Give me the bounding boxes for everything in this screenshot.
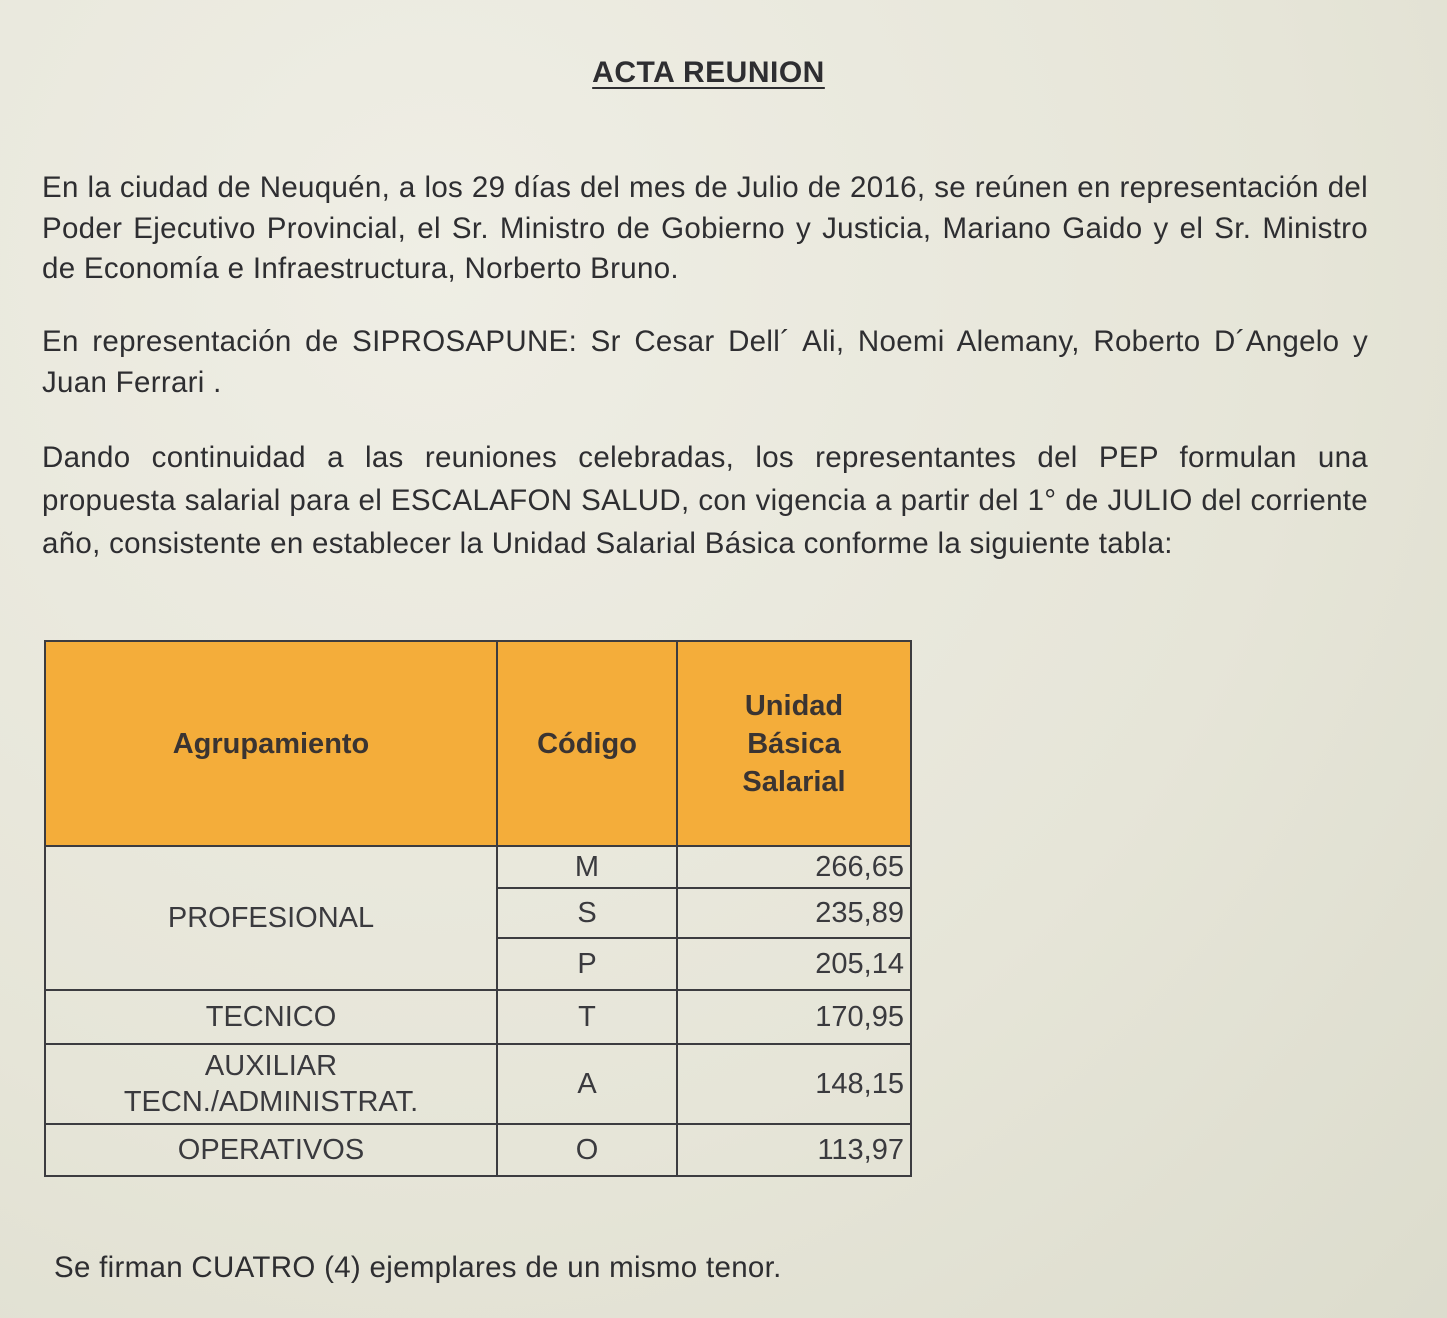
group-auxiliar-line1: AUXILIAR bbox=[204, 1050, 338, 1082]
salary-table bbox=[44, 640, 912, 1177]
code-cell: O bbox=[497, 1124, 677, 1176]
group-auxiliar-line2: TECN./ADMINISTRAT. bbox=[123, 1086, 419, 1118]
closing-statement: Se firman CUATRO (4) ejemplares de un mismo tenor. bbox=[54, 1251, 782, 1284]
table-row bbox=[45, 990, 911, 1044]
value-cell: 170,95 bbox=[677, 990, 911, 1044]
code-cell: S bbox=[497, 888, 677, 938]
paragraph-union-representatives: En representación de SIPROSAPUNE: Sr Cesar Dell´ Ali, Noemi Alemany, Roberto D´Angelo y Juan Ferrari . bbox=[42, 325, 1368, 399]
group-tecnico: TECNICO bbox=[45, 990, 497, 1044]
code-cell: T bbox=[497, 990, 677, 1044]
code-cell: M bbox=[497, 846, 677, 888]
value-cell: 113,97 bbox=[677, 1124, 911, 1176]
header-agrupamiento: Agrupamiento bbox=[45, 641, 497, 846]
group-operativos: OPERATIVOS bbox=[45, 1124, 497, 1176]
header-value-line1: Unidad bbox=[744, 689, 844, 722]
header-value-line2: Básica bbox=[747, 727, 841, 760]
value-cell: 205,14 bbox=[677, 938, 911, 990]
paragraph-salary-proposal: Dando continuidad a las reuniones celebradas, los representantes del PEP formulan una propuesta salarial para el ESCALAFON SALUD, con vigencia a partir del 1° de JULIO del corriente año, consistente en establecer la Unidad Salarial Básica conforme la siguiente tabla: bbox=[42, 441, 1368, 560]
group-profesional: PROFESIONAL bbox=[45, 846, 497, 990]
header-value-line3: Salarial bbox=[742, 765, 846, 798]
header-unidad-basica-salarial bbox=[677, 641, 911, 846]
value-cell: 148,15 bbox=[677, 1044, 911, 1124]
group-auxiliar bbox=[45, 1044, 497, 1124]
paragraph-meeting-place: En la ciudad de Neuquén, a los 29 días del mes de Julio de 2016, se reúnen en representación del Poder Ejecutivo Provincial, el Sr. Ministro de Gobierno y Justicia, Mariano Gaido y el Sr. Ministro de Economía e Infraestructura, Norberto Bruno. bbox=[42, 171, 1368, 285]
value-cell: 266,65 bbox=[677, 846, 911, 888]
header-codigo: Código bbox=[497, 641, 677, 846]
table-row bbox=[45, 1044, 911, 1124]
document-title: ACTA REUNION bbox=[592, 56, 825, 89]
code-cell: A bbox=[497, 1044, 677, 1124]
table-row bbox=[45, 1124, 911, 1176]
table-row bbox=[45, 846, 911, 888]
code-cell: P bbox=[497, 938, 677, 990]
value-cell: 235,89 bbox=[677, 888, 911, 938]
table-header-row bbox=[45, 641, 911, 846]
